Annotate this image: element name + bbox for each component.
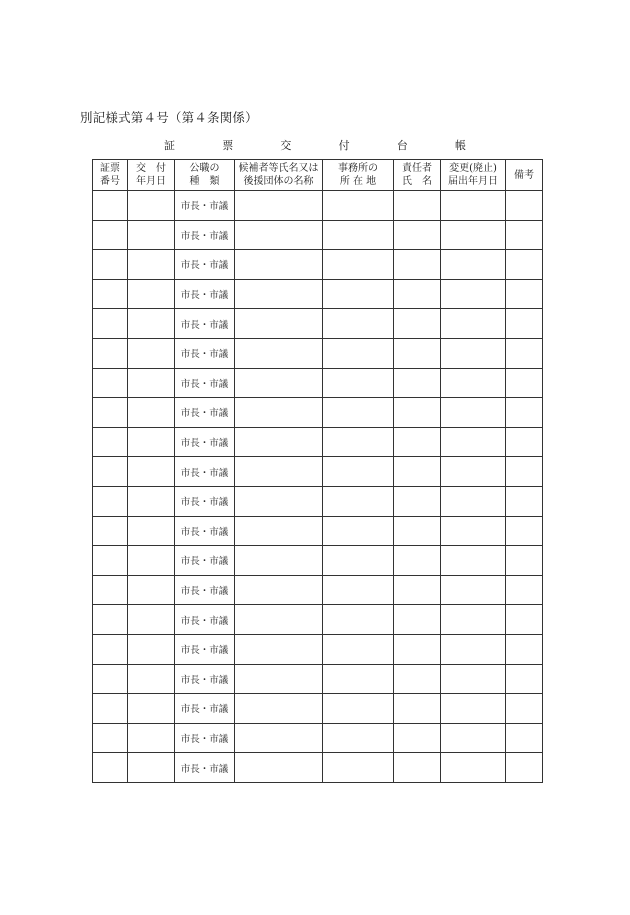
- cert-number-cell: [93, 694, 128, 724]
- office-type-cell: 市長・市議: [175, 546, 235, 576]
- issue-date-cell: [128, 427, 175, 457]
- office-address-cell: [323, 664, 394, 694]
- remarks-cell: [506, 368, 543, 398]
- header-cert-number: 証票 番号: [93, 160, 128, 191]
- office-type-cell: 市長・市議: [175, 191, 235, 221]
- table-row: [93, 398, 543, 428]
- issue-date-cell: [128, 191, 175, 221]
- candidate-name-cell: [235, 368, 323, 398]
- office-type-cell: 市長・市議: [175, 457, 235, 487]
- table-row: [93, 486, 543, 516]
- table-row: [93, 664, 543, 694]
- office-type-cell: 市長・市議: [175, 486, 235, 516]
- office-address-cell: [323, 398, 394, 428]
- issue-date-cell: [128, 368, 175, 398]
- title-char: 帳: [454, 139, 466, 152]
- office-address-cell: [323, 368, 394, 398]
- change-date-cell: [441, 309, 506, 339]
- office-type-cell: 市長・市議: [175, 634, 235, 664]
- issue-date-cell: [128, 457, 175, 487]
- office-type-cell: 市長・市議: [175, 605, 235, 635]
- header-office-address: 事務所の 所 在 地: [323, 160, 394, 191]
- office-address-cell: [323, 427, 394, 457]
- responsible-person-cell: [394, 398, 441, 428]
- office-type-cell: 市長・市議: [175, 250, 235, 280]
- office-type-cell: 市長・市議: [175, 279, 235, 309]
- cert-number-cell: [93, 427, 128, 457]
- title-char: 付: [338, 139, 350, 152]
- office-type-cell: 市長・市議: [175, 368, 235, 398]
- change-date-cell: [441, 250, 506, 280]
- cert-number-cell: [93, 338, 128, 368]
- header-office-type: 公職の 種 類: [175, 160, 235, 191]
- remarks-cell: [506, 664, 543, 694]
- issue-date-cell: [128, 398, 175, 428]
- office-type-cell: 市長・市議: [175, 220, 235, 250]
- issue-date-cell: [128, 694, 175, 724]
- candidate-name-cell: [235, 516, 323, 546]
- change-date-cell: [441, 546, 506, 576]
- table-row: [93, 753, 543, 783]
- table-row: [93, 605, 543, 635]
- candidate-name-cell: [235, 546, 323, 576]
- table-row: [93, 250, 543, 280]
- candidate-name-cell: [235, 457, 323, 487]
- certificate-ledger-table: [92, 159, 543, 783]
- remarks-cell: [506, 398, 543, 428]
- office-type-cell: 市長・市議: [175, 723, 235, 753]
- change-date-cell: [441, 753, 506, 783]
- remarks-cell: [506, 753, 543, 783]
- form-label: 別記様式第４号（第４条関係）: [80, 110, 258, 125]
- responsible-person-cell: [394, 486, 441, 516]
- header-change-date: 変更(廃止) 届出年月日: [441, 160, 506, 191]
- candidate-name-cell: [235, 605, 323, 635]
- candidate-name-cell: [235, 634, 323, 664]
- change-date-cell: [441, 368, 506, 398]
- candidate-name-cell: [235, 575, 323, 605]
- responsible-person-cell: [394, 457, 441, 487]
- table-row: [93, 220, 543, 250]
- issue-date-cell: [128, 309, 175, 339]
- candidate-name-cell: [235, 723, 323, 753]
- header-row: [93, 160, 543, 191]
- responsible-person-cell: [394, 250, 441, 280]
- remarks-cell: [506, 309, 543, 339]
- table-row: [93, 338, 543, 368]
- remarks-cell: [506, 575, 543, 605]
- issue-date-cell: [128, 546, 175, 576]
- ledger-body: [93, 191, 543, 783]
- office-address-cell: [323, 694, 394, 724]
- candidate-name-cell: [235, 338, 323, 368]
- office-address-cell: [323, 338, 394, 368]
- office-type-cell: 市長・市議: [175, 309, 235, 339]
- issue-date-cell: [128, 279, 175, 309]
- candidate-name-cell: [235, 486, 323, 516]
- responsible-person-cell: [394, 368, 441, 398]
- office-address-cell: [323, 575, 394, 605]
- cert-number-cell: [93, 634, 128, 664]
- table-row: [93, 191, 543, 221]
- title-char: 票: [222, 139, 234, 152]
- remarks-cell: [506, 516, 543, 546]
- change-date-cell: [441, 694, 506, 724]
- office-type-cell: 市長・市議: [175, 575, 235, 605]
- change-date-cell: [441, 279, 506, 309]
- responsible-person-cell: [394, 634, 441, 664]
- cert-number-cell: [93, 191, 128, 221]
- cert-number-cell: [93, 753, 128, 783]
- responsible-person-cell: [394, 664, 441, 694]
- header-candidate-name: 候補者等氏名又は 後援団体の名称: [235, 160, 323, 191]
- change-date-cell: [441, 398, 506, 428]
- responsible-person-cell: [394, 220, 441, 250]
- cert-number-cell: [93, 605, 128, 635]
- table-row: [93, 516, 543, 546]
- table-row: [93, 368, 543, 398]
- cert-number-cell: [93, 723, 128, 753]
- issue-date-cell: [128, 634, 175, 664]
- responsible-person-cell: [394, 753, 441, 783]
- remarks-cell: [506, 694, 543, 724]
- change-date-cell: [441, 220, 506, 250]
- table-row: [93, 694, 543, 724]
- candidate-name-cell: [235, 427, 323, 457]
- remarks-cell: [506, 279, 543, 309]
- responsible-person-cell: [394, 694, 441, 724]
- responsible-person-cell: [394, 546, 441, 576]
- cert-number-cell: [93, 398, 128, 428]
- candidate-name-cell: [235, 694, 323, 724]
- responsible-person-cell: [394, 309, 441, 339]
- candidate-name-cell: [235, 220, 323, 250]
- cert-number-cell: [93, 516, 128, 546]
- table-row: [93, 634, 543, 664]
- remarks-cell: [506, 723, 543, 753]
- change-date-cell: [441, 605, 506, 635]
- change-date-cell: [441, 427, 506, 457]
- issue-date-cell: [128, 338, 175, 368]
- remarks-cell: [506, 634, 543, 664]
- responsible-person-cell: [394, 427, 441, 457]
- candidate-name-cell: [235, 279, 323, 309]
- responsible-person-cell: [394, 516, 441, 546]
- office-type-cell: 市長・市議: [175, 664, 235, 694]
- candidate-name-cell: [235, 398, 323, 428]
- change-date-cell: [441, 634, 506, 664]
- table-row: [93, 427, 543, 457]
- responsible-person-cell: [394, 605, 441, 635]
- issue-date-cell: [128, 486, 175, 516]
- responsible-person-cell: [394, 191, 441, 221]
- remarks-cell: [506, 250, 543, 280]
- cert-number-cell: [93, 279, 128, 309]
- cert-number-cell: [93, 220, 128, 250]
- issue-date-cell: [128, 753, 175, 783]
- table-row: [93, 279, 543, 309]
- issue-date-cell: [128, 723, 175, 753]
- change-date-cell: [441, 575, 506, 605]
- responsible-person-cell: [394, 338, 441, 368]
- office-type-cell: 市長・市議: [175, 753, 235, 783]
- candidate-name-cell: [235, 250, 323, 280]
- office-address-cell: [323, 605, 394, 635]
- header-responsible-person: 責任者 氏 名: [394, 160, 441, 191]
- table-row: [93, 723, 543, 753]
- issue-date-cell: [128, 575, 175, 605]
- office-address-cell: [323, 516, 394, 546]
- remarks-cell: [506, 605, 543, 635]
- office-address-cell: [323, 546, 394, 576]
- table-row: [93, 457, 543, 487]
- cert-number-cell: [93, 546, 128, 576]
- issue-date-cell: [128, 664, 175, 694]
- title-char: 台: [396, 139, 408, 152]
- responsible-person-cell: [394, 279, 441, 309]
- cert-number-cell: [93, 368, 128, 398]
- cert-number-cell: [93, 575, 128, 605]
- responsible-person-cell: [394, 575, 441, 605]
- issue-date-cell: [128, 220, 175, 250]
- change-date-cell: [441, 664, 506, 694]
- change-date-cell: [441, 457, 506, 487]
- remarks-cell: [506, 486, 543, 516]
- change-date-cell: [441, 338, 506, 368]
- header-issue-date: 交 付 年月日: [128, 160, 175, 191]
- office-type-cell: 市長・市議: [175, 338, 235, 368]
- office-type-cell: 市長・市議: [175, 694, 235, 724]
- candidate-name-cell: [235, 191, 323, 221]
- remarks-cell: [506, 457, 543, 487]
- office-address-cell: [323, 279, 394, 309]
- change-date-cell: [441, 723, 506, 753]
- remarks-cell: [506, 220, 543, 250]
- office-address-cell: [323, 753, 394, 783]
- issue-date-cell: [128, 605, 175, 635]
- change-date-cell: [441, 486, 506, 516]
- issue-date-cell: [128, 516, 175, 546]
- office-address-cell: [323, 220, 394, 250]
- office-type-cell: 市長・市議: [175, 516, 235, 546]
- remarks-cell: [506, 338, 543, 368]
- responsible-person-cell: [394, 723, 441, 753]
- candidate-name-cell: [235, 753, 323, 783]
- office-address-cell: [323, 486, 394, 516]
- office-address-cell: [323, 250, 394, 280]
- remarks-cell: [506, 427, 543, 457]
- table-row: [93, 546, 543, 576]
- document-title: [160, 137, 470, 153]
- table-row: [93, 575, 543, 605]
- office-type-cell: 市長・市議: [175, 427, 235, 457]
- cert-number-cell: [93, 664, 128, 694]
- cert-number-cell: [93, 457, 128, 487]
- header-remarks: 備考: [506, 160, 543, 191]
- candidate-name-cell: [235, 664, 323, 694]
- office-address-cell: [323, 309, 394, 339]
- office-address-cell: [323, 457, 394, 487]
- remarks-cell: [506, 191, 543, 221]
- table-row: [93, 309, 543, 339]
- issue-date-cell: [128, 250, 175, 280]
- candidate-name-cell: [235, 309, 323, 339]
- office-type-cell: 市長・市議: [175, 398, 235, 428]
- change-date-cell: [441, 191, 506, 221]
- office-address-cell: [323, 634, 394, 664]
- remarks-cell: [506, 546, 543, 576]
- office-address-cell: [323, 191, 394, 221]
- title-char: 交: [280, 139, 292, 152]
- cert-number-cell: [93, 309, 128, 339]
- title-char: 証: [164, 139, 175, 152]
- office-address-cell: [323, 723, 394, 753]
- change-date-cell: [441, 516, 506, 546]
- cert-number-cell: [93, 250, 128, 280]
- cert-number-cell: [93, 486, 128, 516]
